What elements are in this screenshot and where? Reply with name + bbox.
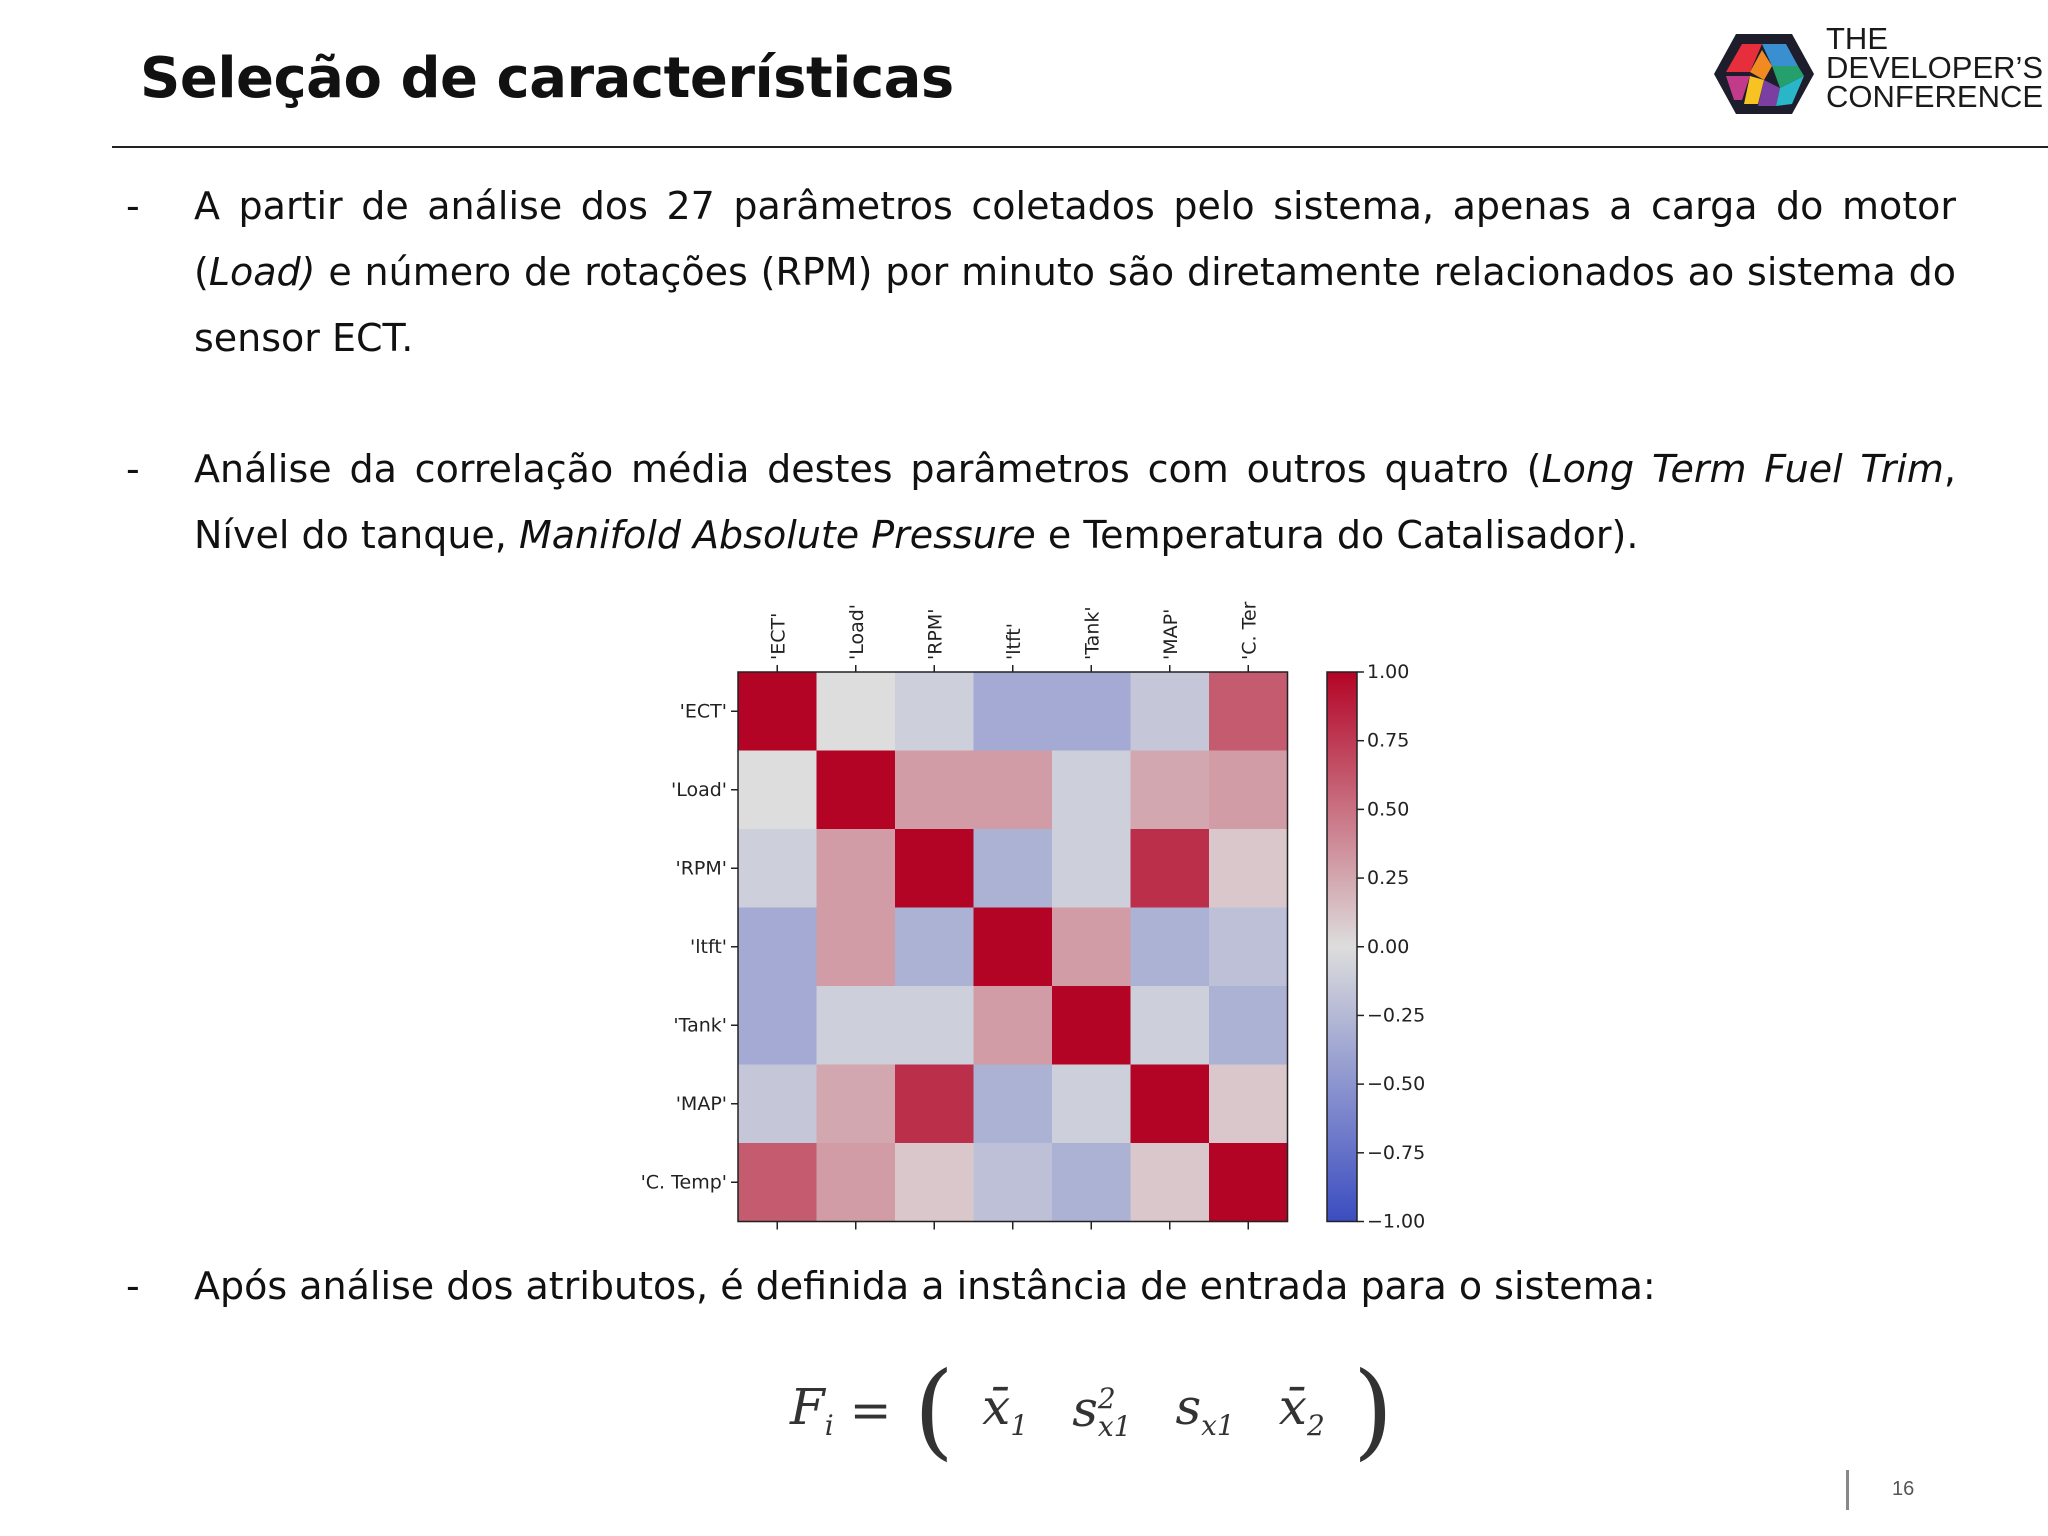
heatmap-cell xyxy=(974,829,1053,908)
y-tick-label: 'ltft' xyxy=(690,935,727,958)
colorbar-tick-label: 0.25 xyxy=(1367,867,1410,890)
term-2-sub: x1 xyxy=(1097,1409,1132,1443)
logo-line-1: THE xyxy=(1826,21,1888,56)
heatmap-cell xyxy=(1209,1065,1288,1144)
bullet-2-italic-ltft: Long Term Fuel Trim xyxy=(1541,447,1944,491)
heatmap-cell xyxy=(974,751,1053,830)
heatmap-cell xyxy=(974,672,1053,751)
colorbar-tick-label: −0.50 xyxy=(1367,1073,1426,1096)
conference-logo-icon xyxy=(1706,24,1822,124)
heatmap-cell xyxy=(895,751,974,830)
x-tick-label: 'RPM' xyxy=(924,608,947,660)
heatmap-cell xyxy=(1131,672,1210,751)
bullet-3: Após análise dos atributos, é definida a instância de entrada para o sistema: xyxy=(194,1264,1656,1308)
page-number-divider xyxy=(1846,1470,1849,1510)
heatmap-cell xyxy=(738,751,817,830)
formula-lhs-symbol: F xyxy=(790,1378,825,1436)
term-4-symbol: x̄ xyxy=(1278,1378,1307,1436)
term-4-sub: 2 xyxy=(1306,1409,1325,1442)
formula-term-mean-x1 xyxy=(982,1378,1028,1442)
heatmap-cell xyxy=(738,1143,817,1222)
y-tick-label: 'MAP' xyxy=(675,1092,727,1115)
input-instance-formula xyxy=(790,1349,1399,1471)
heatmap-cell xyxy=(738,1065,817,1144)
y-tick-label: 'C. Temp' xyxy=(640,1171,727,1194)
colorbar-tick-label: 0.50 xyxy=(1367,798,1410,821)
heatmap-cell xyxy=(1131,908,1210,987)
x-tick-label: 'C. Ter xyxy=(1238,601,1261,660)
x-tick-label: 'Load' xyxy=(845,603,868,660)
heatmap-cell xyxy=(738,986,817,1065)
heatmap-cell xyxy=(738,908,817,987)
heatmap-cell xyxy=(1052,986,1131,1065)
heatmap-cell xyxy=(1131,986,1210,1065)
bullet-2-italic-map: Manifold Absolute Pressure xyxy=(518,513,1036,557)
heatmap-cell xyxy=(817,829,896,908)
heatmap-cell xyxy=(974,1143,1053,1222)
heatmap-cell xyxy=(738,672,817,751)
heatmap-cell xyxy=(1209,751,1288,830)
bullet-dash-2: - xyxy=(126,447,140,491)
heatmap-cell xyxy=(1052,672,1131,751)
x-tick-label: 'Tank' xyxy=(1081,606,1104,660)
bullet-2-text-a: Análise da correlação média destes parâmetros com outros quatro ( xyxy=(194,447,1542,491)
heatmap-cell xyxy=(1131,829,1210,908)
x-tick-label: 'ltft' xyxy=(1002,623,1025,660)
term-3-sub: x1 xyxy=(1201,1409,1235,1442)
title-divider xyxy=(112,146,2048,148)
formula-equals: = xyxy=(849,1381,892,1439)
heatmap-cell xyxy=(895,986,974,1065)
formula-lhs-sub: i xyxy=(824,1409,834,1442)
conference-logo-text xyxy=(1826,21,2044,114)
heatmap-cell xyxy=(895,908,974,987)
colorbar-tick-label: −1.00 xyxy=(1367,1210,1426,1233)
y-tick-label: 'Tank' xyxy=(673,1014,727,1037)
term-3-symbol: s xyxy=(1175,1378,1202,1436)
colorbar-tick-label: −0.25 xyxy=(1367,1004,1426,1027)
correlation-heatmap xyxy=(600,575,1440,1245)
heatmap-cell xyxy=(1052,751,1131,830)
formula-term-std-x1 xyxy=(1175,1378,1234,1442)
heatmap-cell xyxy=(1209,829,1288,908)
heatmap-cell xyxy=(817,1065,896,1144)
bullet-dash-1: - xyxy=(126,184,140,228)
colorbar-tick-label: −0.75 xyxy=(1367,1141,1426,1164)
heatmap-cell xyxy=(1209,908,1288,987)
heatmap-cell xyxy=(1052,1065,1131,1144)
heatmap-cell xyxy=(817,1143,896,1222)
bullet-1 xyxy=(194,173,1956,371)
bullet-2-text-c: e Temperatura do Catalisador). xyxy=(1035,513,1639,557)
term-1-sub: 1 xyxy=(1010,1409,1029,1442)
bullet-2 xyxy=(194,436,1956,568)
formula-term-mean-x2 xyxy=(1279,1378,1325,1442)
formula-term-variance-x1 xyxy=(1072,1380,1131,1441)
heatmap-cell xyxy=(1209,986,1288,1065)
heatmap-cell xyxy=(1131,1065,1210,1144)
heatmap-cell xyxy=(1052,1143,1131,1222)
heatmap-cell xyxy=(1209,672,1288,751)
colorbar-tick-label: 0.00 xyxy=(1367,935,1410,958)
y-tick-label: 'ECT' xyxy=(679,700,727,723)
x-tick-label: 'MAP' xyxy=(1159,608,1182,660)
colorbar xyxy=(1327,672,1357,1222)
heatmap-cell xyxy=(817,986,896,1065)
heatmap-cell xyxy=(974,908,1053,987)
heatmap-cell xyxy=(974,1065,1053,1144)
y-tick-label: 'Load' xyxy=(670,778,727,801)
formula-lhs xyxy=(790,1378,834,1442)
heatmap-cell xyxy=(1131,1143,1210,1222)
colorbar-tick-label: 0.75 xyxy=(1367,729,1410,752)
bullet-1-italic-load: Load) xyxy=(208,250,316,294)
colorbar-tick-label: 1.00 xyxy=(1367,661,1410,683)
conference-logo xyxy=(1706,21,2044,124)
heatmap-cell xyxy=(817,908,896,987)
heatmap-cell xyxy=(738,829,817,908)
bullet-2-text-b: , Nível do tanque, xyxy=(194,447,1956,557)
heatmap-cell xyxy=(895,829,974,908)
bullet-dash-3: - xyxy=(126,1264,140,1308)
heatmap-cell xyxy=(1052,829,1131,908)
slide-title: Seleção de características xyxy=(140,46,954,111)
heatmap-cell xyxy=(817,751,896,830)
heatmap-cell xyxy=(895,672,974,751)
y-tick-label: 'RPM' xyxy=(675,857,727,880)
heatmap-cell xyxy=(817,672,896,751)
bullet-1-text-a: A partir de análise dos 27 parâmetros coletados pelo sistema, apenas a carga do motor ( xyxy=(194,184,1956,294)
heatmap-cell xyxy=(974,986,1053,1065)
term-2-symbol: s xyxy=(1072,1379,1098,1438)
formula-close-paren: ) xyxy=(1352,1349,1394,1471)
heatmap-cell xyxy=(1052,908,1131,987)
term-1-symbol: x̄ xyxy=(982,1378,1011,1436)
heatmap-cell xyxy=(1131,751,1210,830)
x-tick-label: 'ECT' xyxy=(767,612,790,660)
bullet-1-text-b: e número de rotações (RPM) por minuto são diretamente relacionados ao sistema do sensor ECT. xyxy=(194,250,1956,360)
formula-open-paren: ( xyxy=(913,1349,955,1471)
logo-line-3: CONFERENCE xyxy=(1826,79,2044,114)
term-2-sup: 2 xyxy=(1097,1381,1116,1415)
heatmap-cell xyxy=(1209,1143,1288,1222)
heatmap-cell xyxy=(895,1143,974,1222)
page-number: 16 xyxy=(1892,1478,1915,1500)
logo-line-2: DEVELOPER’S xyxy=(1826,50,2044,85)
heatmap-cell xyxy=(895,1065,974,1144)
